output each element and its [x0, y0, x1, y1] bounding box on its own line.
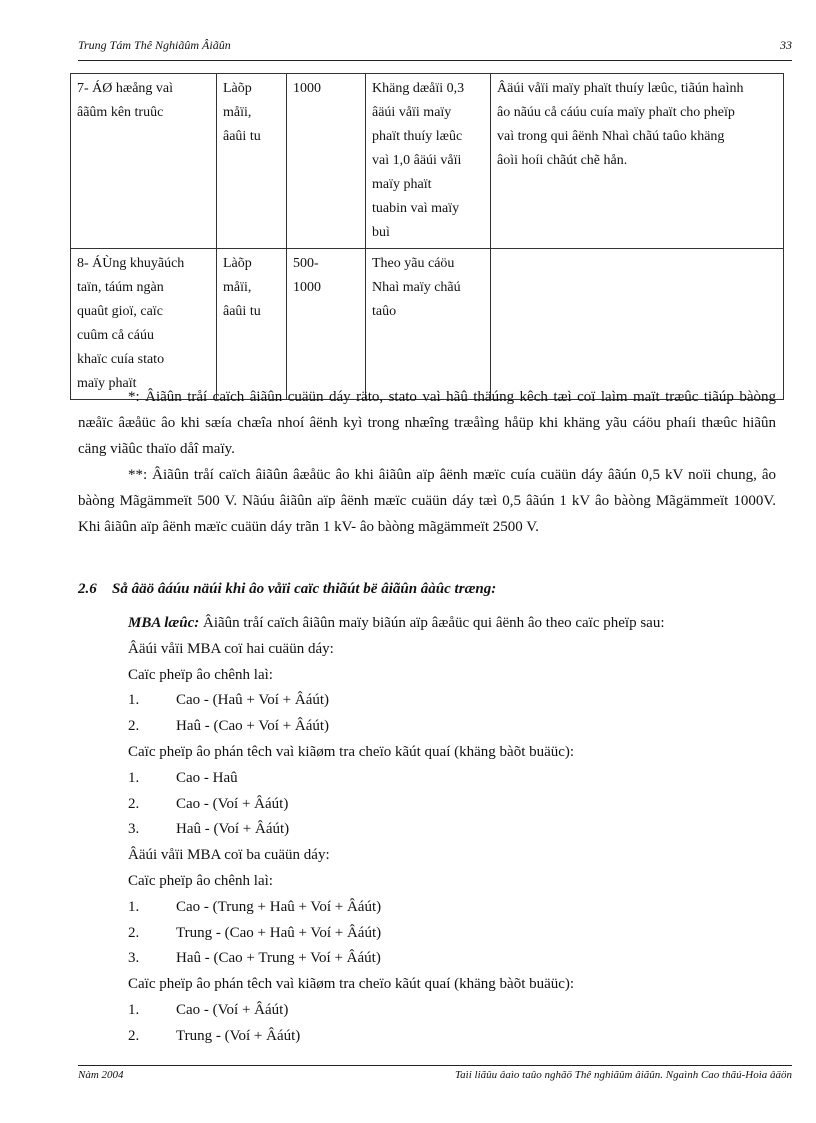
cell-text-line: maïy phaït [372, 177, 432, 192]
list-item-text: Cao - (Haû + Voí + Âáút) [176, 692, 330, 709]
cell-text-line: âaûi tu [223, 129, 261, 144]
list-item-number: 1. [128, 1001, 140, 1018]
list-item-text: Trung - (Voí + Âáút) [176, 1027, 301, 1044]
list-item [128, 998, 788, 1024]
cell-text-line: âäúi våïi maïy [372, 105, 452, 120]
text-line: Caïc pheïp âo chênh laì: [128, 666, 273, 683]
cell-text-line: âoìi hoíi chãút chẽ hån. [497, 153, 628, 168]
list-item [128, 921, 788, 947]
note-double-star: **: Âiãûn tråí caïch âiãûn âæåüc âo khi âiãûn aïp âënh mæïc cuía cuäün dáy âãún 0,5 kV noïi chung, âo bàòng Mãgämmeït 500 V. Nãúu âiãûn aïp âënh mæïc cuäün dáy tæì 0,5 âãún 1 kV âo bàòng Mãgämmeït 1000V. Khi âiãûn aïp âënh mæïc cuäün dáy trãn 1 kV- âo bàòng mãgämmeït 2500 V. [78, 467, 776, 535]
list-item-number: 2. [128, 924, 140, 941]
cell-text-line: âãûm kên truûc [77, 105, 164, 120]
intro-text: Âiãûn tråí caïch âiãûn maïy biãún aïp âæåüc qui âënh âo theo caïc pheïp sau: [199, 615, 665, 631]
table-cell-c3 [287, 249, 366, 400]
cell-text-line: âo nãúu cå cáúu cuía maïy phaït cho pheïp [497, 105, 735, 120]
section-number: 2.6 [78, 581, 97, 597]
intro-line [128, 611, 788, 637]
list-item [128, 946, 788, 972]
list-item-text: Haû - (Cao + Voí + Âáút) [176, 718, 330, 735]
section-content [128, 611, 788, 1050]
note-single-star: *: Âiãûn tråí caïch âiãûn cuäün dáy räto, stato vaì hãû thäúng kêch tæì coï laìm maït træûc tiãúp bàòng næåïc âæåüc âo khi sæía chæîa nhoí âënh kyì trong nhæîng træåìng håüp khi khäng yãu cáöu phaíi thæûc hiãûn cäng viãûc thaïo dåî maïy. [78, 389, 776, 457]
list-item-number: 3. [128, 821, 140, 838]
footer-source: Taìi liãûu âaìo taûo nghãö Thê nghiãûm âiãûn. Ngaình Cao thãú-Hoìa âäön [455, 1069, 792, 1081]
cell-text-line: 8- ÁÙng khuyãúch [77, 256, 185, 271]
cell-text-line: âaûi tu [223, 304, 261, 319]
list-item-number: 1. [128, 692, 140, 709]
cell-text-line: maïy phaït [77, 376, 137, 391]
footer-year: Nàm 2004 [78, 1069, 124, 1081]
cell-text-line: vaì 1,0 âäúi våïi [372, 153, 462, 168]
cell-text-line: buì [372, 225, 390, 240]
list-item-text: Cao - (Voí + Âáút) [176, 1001, 289, 1018]
page-footer [78, 1065, 792, 1086]
table-cell-c3 [287, 74, 366, 249]
list-item-number: 1. [128, 898, 140, 915]
cell-text-line: taûo [372, 304, 397, 319]
text-line: Âäúi våïi MBA coï ba cuäün dáy: [128, 847, 330, 864]
cell-text-line: måïi, [223, 280, 252, 295]
cell-text-line: cuûm cå cáúu [77, 328, 154, 343]
table-cell-c2 [217, 249, 287, 400]
list-item-number: 1. [128, 769, 140, 786]
table-cell-c1 [71, 74, 217, 249]
page-number: 33 [780, 38, 792, 52]
text-line: Âäúi våïi MBA coï hai cuäün dáy: [128, 640, 334, 657]
cell-text-line: Khäng dæåïi 0,3 [372, 81, 465, 96]
cell-text-line: Theo yãu cáöu [372, 256, 455, 271]
cell-text-line: 1000 [293, 81, 321, 96]
intro-label: MBA læûc: [128, 615, 200, 631]
list-item [128, 817, 788, 843]
list-item [128, 895, 788, 921]
list-item [128, 766, 788, 792]
notes-block [78, 384, 776, 540]
section-title: Så âäö âáúu näúi khi âo våïi caïc thiãút bë âiãûn âàûc træng: [112, 581, 497, 597]
list-item-number: 3. [128, 950, 140, 967]
text-line: Caïc pheïp âo phán têch vaì kiãøm tra cheïo kãút quaí (khäng bàõt buäüc): [128, 976, 575, 993]
cell-text-line: taïn, táúm ngàn [77, 280, 164, 295]
table-cell-c4 [366, 74, 491, 249]
cell-text-line: tuabin vaì maïy [372, 201, 460, 216]
cell-text-line: 7- ÁØ hæång vaì [77, 81, 174, 96]
cell-text-line: måïi, [223, 105, 252, 120]
table-row [71, 74, 784, 249]
cell-text-line: 1000 [293, 280, 321, 295]
table-cell-c2 [217, 74, 287, 249]
list-item-number: 2. [128, 1027, 140, 1044]
section-heading [78, 578, 792, 600]
list-item-text: Haû - (Voí + Âáút) [176, 821, 290, 838]
header-title: Trung Tám Thê Nghiãûm Âiãûn [78, 38, 231, 52]
list-item [128, 688, 788, 714]
cell-text-line: 500- [293, 256, 319, 271]
text-line: Caïc pheïp âo phán têch vaì kiãøm tra cheïo kãút quaí (khäng bàõt buäüc): [128, 743, 575, 760]
text-line: Caïc pheïp âo chênh laì: [128, 872, 273, 889]
list-item-number: 2. [128, 718, 140, 735]
cell-text-line: vaì trong qui âënh Nhaì chãú taûo khäng [497, 129, 725, 144]
list-item [128, 1024, 788, 1050]
cell-text-line: Âäúi våïi maïy phaït thuíy læûc, tiãún haình [497, 81, 744, 96]
list-item-text: Cao - (Voí + Âáút) [176, 795, 289, 812]
list-item [128, 714, 788, 740]
list-item-text: Trung - (Cao + Haû + Voí + Âáút) [176, 924, 382, 941]
cell-text-line: quaût gioï, caïc [77, 304, 163, 319]
cell-text-line: Nhaì maïy chãú [372, 280, 461, 295]
list-item-number: 2. [128, 795, 140, 812]
list-item-text: Cao - Haû [176, 769, 238, 786]
table-row [71, 249, 784, 400]
table-cell-c1 [71, 249, 217, 400]
test-spec-table [70, 73, 784, 400]
table-cell-c5 [491, 249, 784, 400]
cell-text-line: phaït thuíy læûc [372, 129, 463, 144]
cell-text-line: Làõp [223, 81, 252, 96]
list-item [128, 792, 788, 818]
table-cell-c4 [366, 249, 491, 400]
table-cell-c5 [491, 74, 784, 249]
cell-text-line: khaïc cuía stato [77, 352, 165, 367]
cell-text-line: Làõp [223, 256, 252, 271]
list-item-text: Cao - (Trung + Haû + Voí + Âáút) [176, 898, 382, 915]
page-header [78, 38, 792, 61]
list-item-text: Haû - (Cao + Trung + Voí + Âáút) [176, 950, 381, 967]
